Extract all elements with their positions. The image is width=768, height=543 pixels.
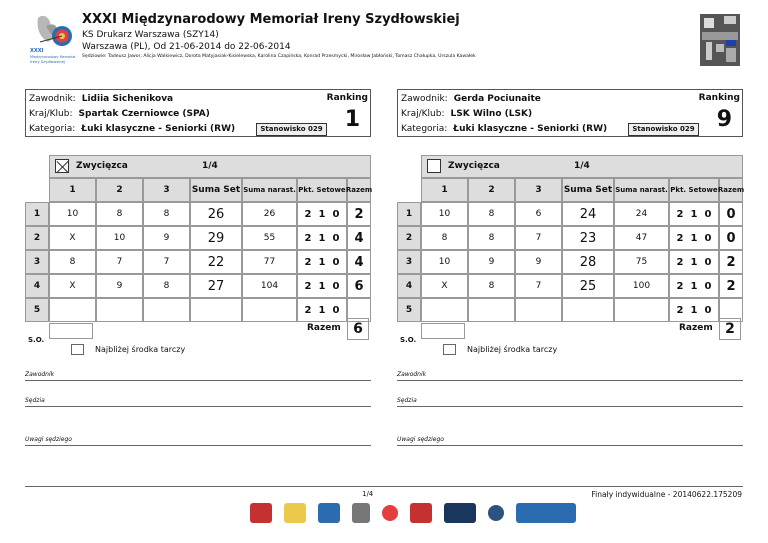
score-cell	[143, 298, 190, 322]
score-cell	[468, 298, 515, 322]
set-point-option: 0	[704, 256, 712, 268]
score-cell: 6	[515, 202, 562, 226]
shoot-off-box[interactable]	[421, 323, 465, 339]
set-points-options	[301, 257, 343, 268]
score-cell	[96, 298, 143, 322]
column-header: 2	[468, 178, 515, 202]
column-header: Pkt. Setowe	[669, 178, 719, 202]
score-cell: 2	[719, 274, 743, 298]
score-cell: 10	[421, 202, 468, 226]
score-cell: 24	[562, 202, 614, 226]
athlete-info-left	[25, 89, 371, 137]
score-cell: 10	[421, 250, 468, 274]
winner-bar-left	[49, 155, 371, 178]
label-kraj: Kraj/Klub:	[29, 109, 73, 119]
score-cell	[562, 298, 614, 322]
winner-checkbox[interactable]	[55, 159, 69, 173]
score-cell: 0	[719, 202, 743, 226]
set-point-option: 1	[690, 256, 698, 268]
row-label: 4	[397, 274, 421, 298]
razem-label: Razem	[307, 323, 341, 333]
score-cell: 77	[242, 250, 297, 274]
score-cell	[190, 298, 242, 322]
score-cell: 28	[562, 250, 614, 274]
set-point-option: 0	[704, 304, 712, 316]
set-points-cell	[297, 226, 347, 250]
page-number: 1/4	[362, 490, 374, 498]
sig-sedzia-right: Sędzia	[397, 397, 417, 404]
row-label: 4	[25, 274, 49, 298]
round-label: 1/4	[574, 161, 590, 171]
score-cell: 9	[515, 250, 562, 274]
score-cell	[49, 298, 96, 322]
nearest-center-checkbox[interactable]	[443, 344, 456, 355]
set-points-cell	[297, 202, 347, 226]
score-cell: 26	[242, 202, 297, 226]
score-cell: 29	[190, 226, 242, 250]
athlete-category: Łuki klasyczne - Seniorki (RW)	[81, 124, 236, 134]
set-points-options	[673, 281, 715, 292]
round-label: 1/4	[202, 161, 218, 171]
row-label: 5	[397, 298, 421, 322]
score-cell	[421, 298, 468, 322]
set-point-option: 1	[690, 232, 698, 244]
shoot-off-box[interactable]	[49, 323, 93, 339]
column-header: Razem	[347, 178, 371, 202]
column-header: 3	[515, 178, 562, 202]
set-points-options	[673, 305, 715, 316]
sig-line	[25, 406, 371, 407]
score-cell	[515, 298, 562, 322]
score-cell: 7	[515, 274, 562, 298]
score-cell: 8	[468, 274, 515, 298]
sponsor-logo-pzlucz	[318, 503, 340, 523]
score-cell: 8	[143, 202, 190, 226]
set-point-option: 0	[701, 233, 715, 244]
score-cell	[242, 298, 297, 322]
set-point-option: 0	[701, 281, 715, 292]
sponsor-logo-drukarz	[352, 503, 370, 523]
shoot-off-label: S.O.	[28, 336, 45, 344]
athlete-category: Łuki klasyczne - Seniorki (RW)	[453, 124, 608, 134]
set-points-options	[673, 233, 715, 244]
set-point-option: 1	[690, 280, 698, 292]
row-label: 2	[25, 226, 49, 250]
set-point-option: 2	[673, 257, 687, 268]
column-header: Razem	[719, 178, 743, 202]
score-cell: 10	[49, 202, 96, 226]
winner-label: Zwycięzca	[76, 161, 128, 171]
set-point-option: 0	[332, 304, 340, 316]
set-points-options	[301, 281, 343, 292]
column-header: 1	[49, 178, 96, 202]
label-kategoria: Kategoria:	[29, 124, 76, 134]
score-cell: 4	[347, 250, 371, 274]
judges-line: Sędziowie: Tadeusz Jawor, Alicja Walkiewicz, Dorota Matyjasiak-Kisielewska, Karolina Czapińska, Konrad Przesmycki, Mirosław Jabłoński, Tomasz Chałupka, Urszula Kawałek	[82, 54, 476, 59]
set-point-option: 2	[301, 209, 315, 220]
column-header: Suma narast.	[614, 178, 669, 202]
column-header: 1	[421, 178, 468, 202]
column-header: Suma Set	[190, 178, 242, 202]
set-points-options	[301, 305, 343, 316]
sig-line	[397, 406, 743, 407]
score-cell: 24	[614, 202, 669, 226]
score-cell: 2	[347, 202, 371, 226]
score-cell: 8	[468, 226, 515, 250]
set-point-option: 2	[301, 233, 315, 244]
sponsor-logo-orlen	[382, 505, 398, 521]
set-points-cell	[297, 298, 347, 322]
set-point-option: 1	[318, 280, 326, 292]
sponsor-logo-mazowsze	[284, 503, 306, 523]
score-cell: 23	[562, 226, 614, 250]
set-point-option: 1	[318, 304, 326, 316]
column-header: Suma Set	[562, 178, 614, 202]
set-points-options	[301, 233, 343, 244]
sponsor-logo-pap	[410, 503, 432, 523]
sig-line	[25, 380, 371, 381]
nearest-center-label: Najbliżej środka tarczy	[467, 345, 558, 354]
set-point-option: 1	[318, 256, 326, 268]
athlete-name: Lidiia Sichenikova	[81, 94, 174, 104]
set-points-cell	[669, 298, 719, 322]
set-point-option: 2	[676, 232, 684, 244]
footer-divider	[25, 486, 743, 487]
sponsor-logo-polskie-lucznictwo	[516, 503, 576, 523]
column-header: 2	[96, 178, 143, 202]
ranking-value: 9	[716, 107, 732, 132]
set-points-cell	[669, 202, 719, 226]
athlete-name: Gerda Pociunaite	[453, 94, 541, 104]
sig-uwagi-left: Uwagi sędziego	[25, 436, 72, 443]
row-label: 5	[25, 298, 49, 322]
set-points-cell	[669, 274, 719, 298]
winner-checkbox[interactable]	[427, 159, 441, 173]
row-label: 3	[397, 250, 421, 274]
set-point-option: 0	[332, 280, 340, 292]
set-points-cell	[669, 250, 719, 274]
organizer-line: KS Drukarz Warszawa (SZY14)	[82, 30, 219, 40]
score-cell: 8	[143, 274, 190, 298]
score-cell: 100	[614, 274, 669, 298]
razem-total: 2	[719, 318, 741, 340]
location-date-line: Warszawa (PL), Od 21-06-2014 do 22-06-2014	[82, 42, 291, 52]
stanowisko-badge: Stanowisko 029	[628, 123, 699, 136]
sig-zawodnik-left: Zawodnik	[25, 371, 55, 378]
score-cell: 75	[614, 250, 669, 274]
sig-line	[25, 445, 371, 446]
score-cell: 6	[347, 274, 371, 298]
score-cell: X	[421, 274, 468, 298]
shoot-off-label: S.O.	[400, 336, 417, 344]
set-points-cell	[297, 274, 347, 298]
svg-text:Międzynarodowy Memoriał: Międzynarodowy Memoriał	[30, 55, 76, 59]
set-points-cell	[297, 250, 347, 274]
score-cell: 4	[347, 226, 371, 250]
event-title: XXXI Międzynarodowy Memoriał Ireny Szydłowskiej	[82, 12, 460, 27]
score-cell: 27	[190, 274, 242, 298]
score-cell: 10	[96, 226, 143, 250]
score-cell: 7	[143, 250, 190, 274]
column-header: 3	[143, 178, 190, 202]
score-cell: 2	[719, 250, 743, 274]
score-cell: 8	[49, 250, 96, 274]
sig-sedzia-left: Sędzia	[25, 397, 45, 404]
set-point-option: 0	[329, 257, 343, 268]
set-points-options	[673, 257, 715, 268]
ranking-label: Ranking	[698, 93, 740, 103]
document-id: Finały indywidualne - 20140622.175209	[591, 490, 742, 499]
sig-line	[397, 380, 743, 381]
score-cell: 8	[468, 202, 515, 226]
set-point-option: 1	[318, 232, 326, 244]
label-kraj: Kraj/Klub:	[401, 109, 445, 119]
set-point-option: 2	[301, 281, 315, 292]
score-cell: 7	[515, 226, 562, 250]
winner-bar-right	[421, 155, 743, 178]
razem-total: 6	[347, 318, 369, 340]
club-emblem	[698, 12, 742, 68]
set-point-option: 0	[332, 232, 340, 244]
score-cell: 8	[421, 226, 468, 250]
winner-label: Zwycięzca	[448, 161, 500, 171]
column-header: Pkt. Setowe	[297, 178, 347, 202]
set-point-option: 2	[304, 304, 312, 316]
ranking-label: Ranking	[326, 93, 368, 103]
score-cell: 22	[190, 250, 242, 274]
sig-zawodnik-right: Zawodnik	[397, 371, 427, 378]
athlete-club: LSK Wilno (LSK)	[450, 109, 533, 119]
set-point-option: 2	[676, 208, 684, 220]
memorial-logo	[28, 12, 78, 64]
sig-line	[397, 445, 743, 446]
score-cell: 9	[96, 274, 143, 298]
label-kategoria: Kategoria:	[401, 124, 448, 134]
score-cell: X	[49, 274, 96, 298]
svg-text:Ireny Szydłowskiej: Ireny Szydłowskiej	[30, 59, 65, 64]
set-point-option: 1	[690, 304, 698, 316]
set-point-option: 2	[304, 256, 312, 268]
column-header: Suma narast.	[242, 178, 297, 202]
score-cell: 0	[719, 226, 743, 250]
score-cell: 26	[190, 202, 242, 226]
athlete-info-right	[397, 89, 743, 137]
row-label: 3	[25, 250, 49, 274]
nearest-center-label: Najbliżej środka tarczy	[95, 345, 186, 354]
svg-text:XXXI: XXXI	[30, 48, 44, 54]
sponsor-logo-ministry	[488, 505, 504, 521]
score-cell: 9	[143, 226, 190, 250]
row-label: 1	[25, 202, 49, 226]
athlete-club: Spartak Czerniowce (SPA)	[78, 109, 210, 119]
nearest-center-checkbox[interactable]	[71, 344, 84, 355]
ranking-value: 1	[344, 107, 360, 132]
sig-uwagi-right: Uwagi sędziego	[397, 436, 444, 443]
label-zawodnik: Zawodnik:	[401, 94, 448, 104]
set-points-cell	[669, 226, 719, 250]
athlete-panel-left	[25, 89, 373, 354]
label-zawodnik: Zawodnik:	[29, 94, 76, 104]
row-label: 1	[397, 202, 421, 226]
razem-label: Razem	[679, 323, 713, 333]
set-points-options	[301, 209, 343, 220]
score-cell: 104	[242, 274, 297, 298]
set-point-option: 2	[676, 280, 684, 292]
score-cell: 47	[614, 226, 669, 250]
sponsor-logos	[250, 503, 576, 523]
score-cell	[614, 298, 669, 322]
set-point-option: 1	[690, 208, 698, 220]
sponsor-logo-lotos	[444, 503, 476, 523]
score-cell: 25	[562, 274, 614, 298]
set-point-option: 0	[332, 208, 340, 220]
stanowisko-badge: Stanowisko 029	[256, 123, 327, 136]
set-points-options	[673, 209, 715, 220]
set-point-option: 1	[318, 208, 326, 220]
set-point-option: 0	[701, 209, 715, 220]
athlete-panel-right	[397, 89, 745, 354]
score-cell: X	[49, 226, 96, 250]
score-cell: 8	[96, 202, 143, 226]
score-cell: 7	[96, 250, 143, 274]
sponsor-logo-warszawa	[250, 503, 272, 523]
score-cell: 9	[468, 250, 515, 274]
row-label: 2	[397, 226, 421, 250]
set-point-option: 2	[676, 304, 684, 316]
score-cell: 55	[242, 226, 297, 250]
